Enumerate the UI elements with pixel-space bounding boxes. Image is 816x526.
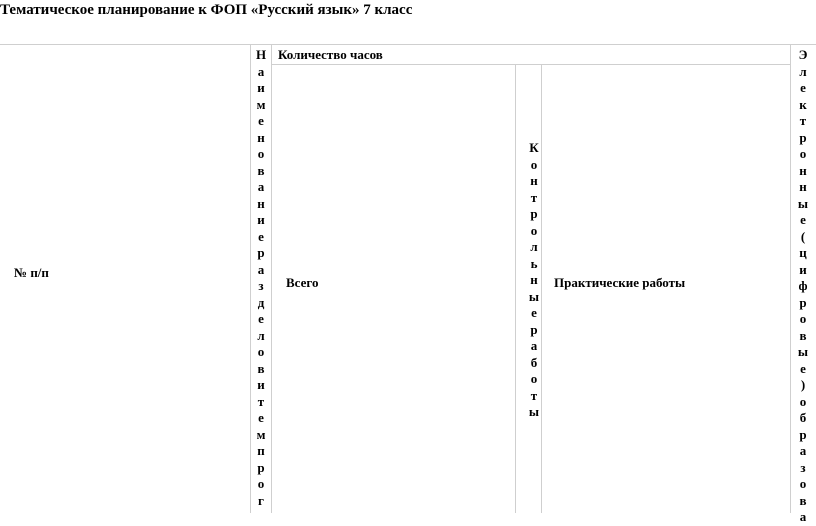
vertical-letter: т (530, 189, 538, 205)
vertical-letter: Э (798, 47, 808, 62)
vertical-letter: ы (797, 344, 809, 359)
column-divider-2 (271, 44, 272, 513)
header-control-works (527, 140, 541, 421)
vertical-letter: ь (530, 255, 538, 271)
vertical-letter: К (529, 140, 539, 155)
vertical-letter: о (530, 371, 538, 386)
vertical-letter: е (258, 228, 264, 244)
vertical-letter: о (530, 222, 538, 238)
vertical-letter: Н (255, 47, 267, 62)
vertical-letter: р (530, 206, 538, 221)
vertical-letter: л (257, 327, 265, 343)
vertical-letter: ( (800, 228, 806, 244)
header-number: № п/п (14, 265, 49, 280)
vertical-letter: ц (799, 245, 807, 260)
vertical-letter: н (799, 162, 807, 178)
column-divider-3 (515, 64, 516, 513)
vertical-letter: ы (528, 404, 540, 419)
vertical-letter: е (531, 305, 537, 320)
vertical-letter: и (799, 261, 807, 277)
vertical-letter: т (799, 113, 807, 128)
vertical-letter: е (800, 360, 806, 376)
vertical-letter: а (257, 261, 265, 277)
vertical-letter: м (256, 426, 266, 442)
vertical-letter: о (530, 156, 538, 172)
vertical-letter: о (799, 146, 807, 161)
header-practical-works: Практические работы (554, 275, 686, 290)
vertical-letter: б (799, 410, 807, 425)
column-divider-5 (790, 44, 791, 513)
vertical-letter: т (257, 393, 265, 409)
vertical-letter: о (257, 344, 265, 359)
vertical-letter: о (799, 476, 807, 491)
header-hours: Количество часов (278, 47, 383, 62)
vertical-letter: о (799, 393, 807, 409)
vertical-letter: ) (800, 377, 806, 392)
vertical-letter: е (258, 311, 264, 326)
header-section-name (254, 47, 268, 509)
vertical-letter: в (257, 162, 265, 178)
vertical-letter: а (799, 509, 807, 524)
vertical-letter: г (258, 492, 264, 508)
hours-header-bottom-border (272, 64, 790, 65)
table-top-border (0, 44, 816, 45)
vertical-letter: м (256, 96, 266, 112)
vertical-letter: о (257, 476, 265, 491)
vertical-letter: в (799, 492, 807, 508)
vertical-letter: е (258, 113, 264, 128)
vertical-letter: н (799, 179, 807, 194)
vertical-letter: в (799, 327, 807, 343)
vertical-letter: а (257, 179, 265, 194)
vertical-letter: о (257, 146, 265, 161)
vertical-letter: в (257, 360, 265, 376)
vertical-letter: л (799, 63, 807, 79)
vertical-letter: р (257, 245, 265, 260)
vertical-letter: б (530, 354, 538, 370)
vertical-letter: е (800, 212, 806, 227)
vertical-letter: р (799, 294, 807, 310)
vertical-letter: ы (528, 288, 540, 304)
vertical-letter: д (257, 294, 265, 310)
vertical-letter: а (530, 338, 538, 353)
vertical-letter: а (799, 443, 807, 458)
vertical-letter: н (257, 129, 265, 145)
vertical-letter: п (257, 443, 265, 458)
vertical-letter: и (257, 377, 265, 392)
vertical-letter: и (257, 80, 265, 95)
vertical-letter: р (799, 129, 807, 145)
vertical-letter: н (257, 195, 265, 211)
vertical-letter: н (530, 173, 538, 188)
vertical-letter: р (530, 321, 538, 337)
vertical-letter: е (800, 80, 806, 95)
vertical-letter: р (799, 426, 807, 442)
vertical-letter: л (530, 239, 538, 254)
vertical-letter: а (257, 63, 265, 79)
vertical-letter: ф (798, 278, 808, 293)
vertical-letter: к (799, 96, 807, 112)
vertical-letter: з (800, 459, 806, 475)
vertical-letter: ы (797, 195, 809, 211)
header-total: Всего (286, 275, 319, 290)
vertical-letter: н (530, 272, 538, 287)
document-title: Тематическое планирование к ФОП «Русский язык» 7 класс (0, 2, 413, 18)
vertical-letter: т (530, 387, 538, 403)
vertical-letter: з (258, 278, 264, 293)
vertical-letter: р (257, 459, 265, 475)
header-digital-resources (796, 47, 810, 526)
vertical-letter: и (257, 212, 265, 227)
vertical-letter: о (799, 311, 807, 326)
column-divider-4 (541, 64, 542, 513)
column-divider-1 (250, 44, 251, 513)
vertical-letter: е (258, 410, 264, 425)
